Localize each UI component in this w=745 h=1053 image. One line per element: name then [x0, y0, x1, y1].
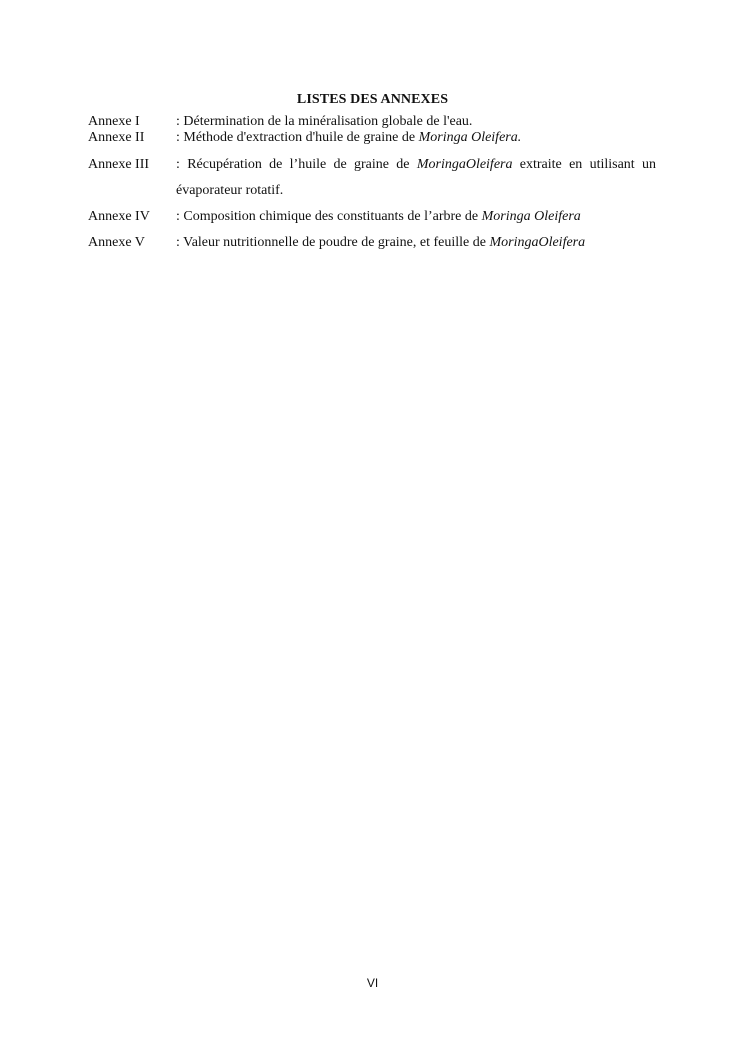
annex-description: [176, 235, 656, 251]
annex-species-name: MoringaOleifera: [489, 235, 586, 250]
annex-description: [176, 114, 656, 130]
annex-label: Annexe I: [88, 114, 140, 129]
page-title: LISTES DES ANNEXES: [296, 92, 449, 107]
annex-text: : Valeur nutritionnelle de poudre de graine, et feuille de: [176, 235, 490, 250]
annex-species-name: Moringa Oleifera.: [418, 130, 522, 145]
annex-description: [176, 157, 656, 199]
annex-text-after: extraite en utilisant un: [512, 157, 656, 172]
annex-description: [176, 130, 656, 146]
annex-description: [176, 209, 656, 225]
page-number: VI: [366, 976, 379, 990]
annex-label: Annexe V: [88, 235, 145, 250]
annex-species-name: MoringaOleifera: [416, 157, 513, 172]
annex-text: : Détermination de la minéralisation globale de l'eau.: [176, 114, 473, 129]
annex-text-line-2: évaporateur rotatif.: [176, 183, 284, 198]
annex-label: Annexe III: [88, 157, 150, 172]
annex-label: Annexe II: [88, 130, 145, 145]
annex-species-name: Moringa Oleifera: [481, 209, 581, 224]
annex-text: : Méthode d'extraction d'huile de graine de: [176, 130, 419, 145]
annex-label: Annexe IV: [88, 209, 150, 224]
annex-text-line-1: [176, 157, 656, 173]
annex-text: : Récupération de l’huile de graine de: [176, 157, 417, 172]
annex-text: : Composition chimique des constituants de l’arbre de: [176, 209, 482, 224]
